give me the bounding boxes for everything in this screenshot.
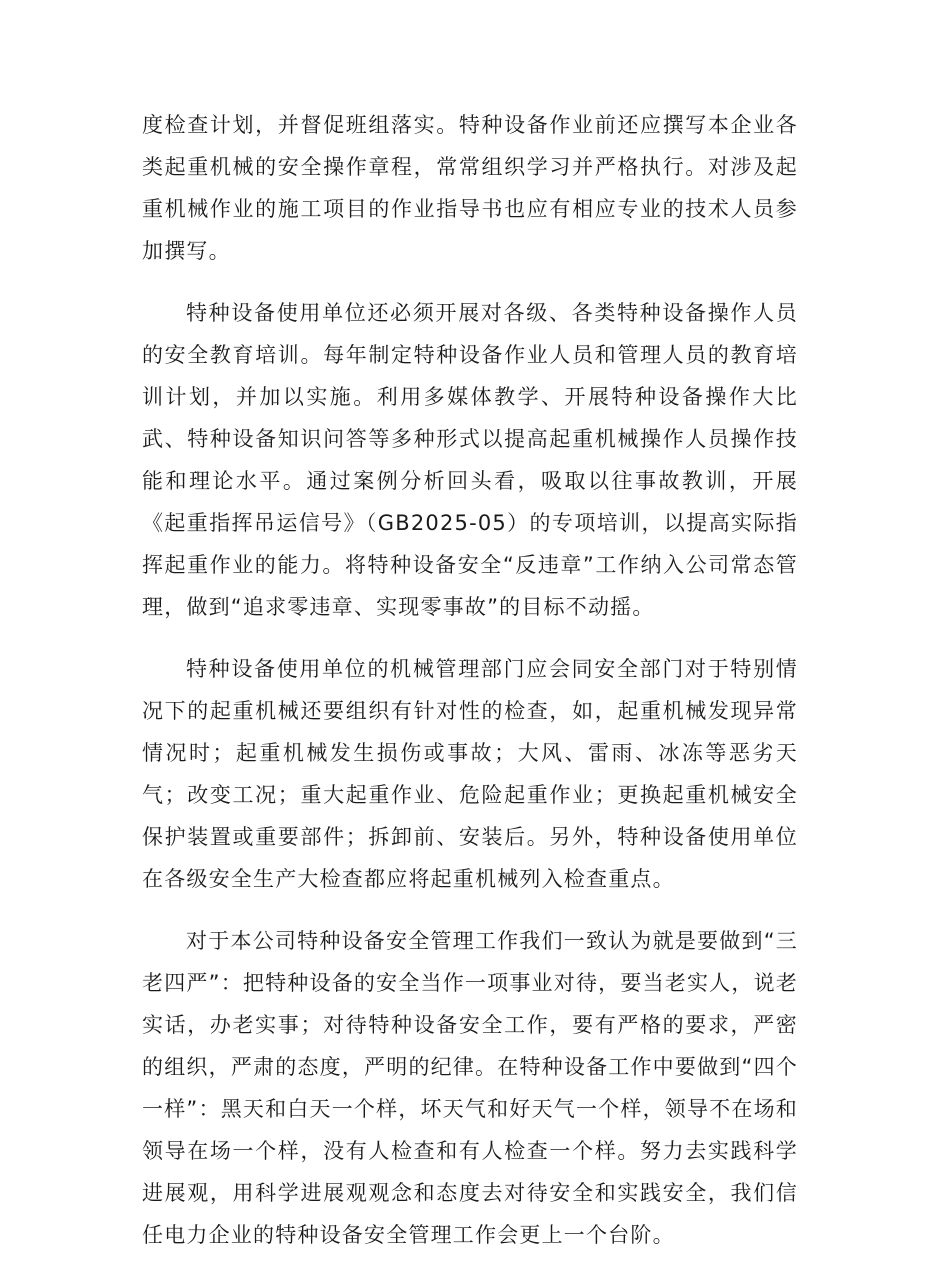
document-body [142, 104, 798, 1276]
paragraph-4: 对于本公司特种设备安全管理工作我们一致认为就是要做到“三老四严”：把特种设备的安全当作一项事业对待，要当老实人，说老实话，办老实事；对待特种设备安全工作，要有严格的要求，严密的组织，严肃的态度，严明的纪律。在特种设备工作中要做到“四个一样”：黑天和白天一个样，坏天气和好天气一个样，领导不在场和领导在场一个样，没有人检查和有人检查一个样。努力去实践科学进展观，用科学进展观观念和态度去对待安全和实践安全，我们信任电力企业的特种设备安全管理工作会更上一个台阶。 [142, 929, 798, 1247]
paragraph-2: 特种设备使用单位还必须开展对各级、各类特种设备操作人员的安全教育培训。每年制定特种设备作业人员和管理人员的教育培训计划，并加以实施。利用多媒体教学、开展特种设备操作大比武、特种设备知识问答等多种形式以提高起重机械操作人员操作技能和理论水平。通过案例分析回头看，吸取以往事故教训，开展《起重指挥吊运信号》（GB2025-05）的专项培训，以提高实际指挥起重作业的能力。将特种设备安全“反违章”工作纳入公司常态管理，做到“追求零违章、实现零事故”的目标不动摇。 [142, 301, 798, 619]
paragraph-1: 度检查计划，并督促班组落实。特种设备作业前还应撰写本企业各类起重机械的安全操作章程，常常组织学习并严格执行。对涉及起重机械作业的施工项目的作业指导书也应有相应专业的技术人员参加撰写。 [142, 113, 798, 263]
paragraph-3: 特种设备使用单位的机械管理部门应会同安全部门对于特别情况下的起重机械还要组织有针对性的检查，如，起重机械发现异常情况时；起重机械发生损伤或事故；大风、雷雨、冰冻等恶劣天气；改变工况；重大起重作业、危险起重作业；更换起重机械安全保护装置或重要部件；拆卸前、安装后。另外，特种设备使用单位在各级安全生产大检查都应将起重机械列入检查重点。 [142, 657, 798, 891]
